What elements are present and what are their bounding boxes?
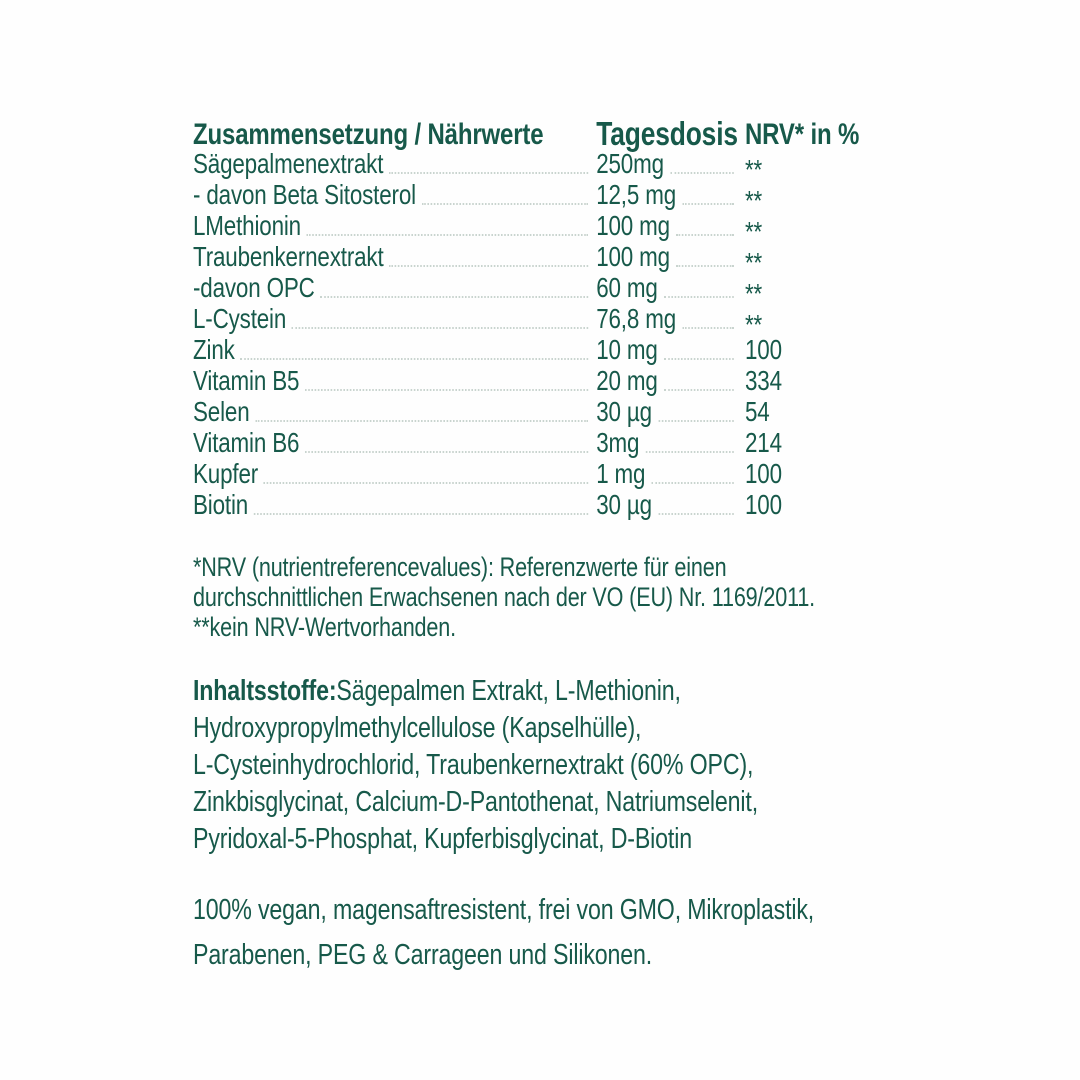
table-row (193, 148, 865, 185)
cell-nrv (745, 305, 865, 340)
nrv-value: 214 (745, 427, 782, 458)
table-row (193, 272, 865, 309)
dot-leader (682, 327, 733, 329)
nutrient-table (193, 114, 865, 522)
dose-value: 20 mg (596, 365, 658, 396)
nutrient-name: Zink (193, 334, 235, 365)
table-body (193, 150, 865, 522)
cell-nutrient (193, 305, 596, 336)
label-content (193, 114, 865, 978)
table-header-row (193, 114, 865, 150)
nutrient-name: Vitamin B6 (193, 427, 300, 458)
dot-leader (389, 172, 588, 174)
cell-nrv (745, 491, 865, 522)
table-row (193, 336, 865, 367)
table-row (193, 398, 865, 429)
ingredients-line: Hydroxypropylmethylcellulose (Kapselhülle), (193, 712, 642, 744)
dot-leader (264, 482, 589, 484)
dose-value: 30 µg (596, 489, 652, 520)
dot-leader (652, 482, 734, 484)
cell-dose (596, 274, 745, 305)
table-row (193, 460, 865, 491)
dose-value: 60 mg (596, 272, 658, 303)
footnote-line: **kein NRV-Wertvorhanden. (193, 612, 456, 642)
ingredients-line: Pyridoxal-5-Phosphat, Kupferbisglycinat, D-Biotin (193, 823, 692, 855)
dot-leader (305, 451, 588, 453)
cell-nrv (745, 398, 865, 429)
dot-leader (389, 265, 588, 267)
cell-nrv (745, 212, 865, 247)
claims-section (193, 888, 865, 978)
nutrient-name: Traubenkernextrakt (193, 241, 384, 272)
dot-leader (664, 296, 734, 298)
column-header-dose: Tagesdosis (596, 115, 738, 152)
cell-dose (596, 367, 745, 398)
nutrient-name: L-Cystein (193, 303, 287, 334)
table-row (193, 210, 865, 247)
dose-value: 100 mg (596, 210, 670, 241)
dot-leader (658, 420, 733, 422)
header-cell-dose (596, 117, 745, 150)
column-header-nrv: NRV* in % (745, 118, 860, 151)
nutrient-name: Vitamin B5 (193, 365, 300, 396)
table-row (193, 179, 865, 216)
cell-nutrient (193, 336, 596, 367)
claims-line: 100% vegan, magensaftresistent, frei von GMO, Mikroplastik, (193, 894, 815, 926)
ingredients-section (193, 673, 865, 858)
cell-nutrient (193, 150, 596, 181)
ingredients-lines (193, 710, 865, 858)
claims-line: Parabenen, PEG & Carrageen und Silikonen. (193, 939, 653, 971)
table-row (193, 367, 865, 398)
table-row (193, 241, 865, 278)
header-cell-nrv (745, 120, 865, 150)
ingredients-first-line-text: Sägepalmen Extrakt, L-Methionin, (336, 675, 681, 707)
ingredients-label: Inhaltsstoffe: (193, 675, 337, 707)
dot-leader (646, 451, 734, 453)
nutrient-name: Sägepalmenextrakt (193, 148, 384, 179)
dot-leader (240, 358, 588, 360)
dot-leader (664, 389, 734, 391)
dose-value: 3mg (596, 427, 640, 458)
cell-dose (596, 243, 745, 274)
nutrient-name: -davon OPC (193, 272, 315, 303)
cell-nutrient (193, 398, 596, 429)
nrv-value: 54 (745, 396, 770, 427)
nrv-footnote (193, 552, 865, 642)
header-cell-composition (193, 120, 596, 150)
dot-leader (254, 513, 589, 515)
cell-nrv (745, 181, 865, 216)
cell-nrv (745, 274, 865, 309)
dose-value: 12,5 mg (596, 179, 677, 210)
nutrient-name: Selen (193, 396, 250, 427)
nrv-value: 334 (745, 365, 782, 396)
footnote-line: *NRV (nutrientreferencevalues): Referenzwerte für einen (193, 552, 727, 582)
dot-leader (422, 203, 589, 205)
cell-nutrient (193, 212, 596, 243)
dot-leader (255, 420, 588, 422)
footnote-line: durchschnittlichen Erwachsenen nach der VO (EU) Nr. 1169/2011. (193, 582, 816, 612)
cell-dose (596, 398, 745, 429)
cell-nrv (745, 243, 865, 278)
cell-nutrient (193, 274, 596, 305)
dose-value: 250mg (596, 148, 664, 179)
nrv-value: 100 (745, 334, 782, 365)
table-row (193, 491, 865, 522)
nrv-value: ** (745, 154, 763, 185)
cell-nutrient (193, 367, 596, 398)
table-row (193, 429, 865, 460)
dot-leader (658, 513, 733, 515)
cell-nutrient (193, 243, 596, 274)
nutrient-name: Biotin (193, 489, 249, 520)
cell-dose (596, 305, 745, 336)
cell-dose (596, 336, 745, 367)
dot-leader (320, 296, 588, 298)
dot-leader (307, 234, 589, 236)
dot-leader (676, 234, 733, 236)
table-row (193, 303, 865, 340)
cell-nutrient (193, 181, 596, 212)
column-header-composition: Zusammensetzung / Nährwerte (193, 118, 544, 151)
nrv-value: 100 (745, 458, 782, 489)
dot-leader (670, 172, 733, 174)
nrv-value: ** (745, 309, 763, 340)
dose-value: 30 µg (596, 396, 652, 427)
nrv-value: ** (745, 185, 763, 216)
nutrient-name: - davon Beta Sitosterol (193, 179, 416, 210)
nutrient-name: Kupfer (193, 458, 259, 489)
cell-nrv (745, 150, 865, 185)
dot-leader (292, 327, 588, 329)
dose-value: 1 mg (596, 458, 646, 489)
dose-value: 76,8 mg (596, 303, 677, 334)
cell-dose (596, 429, 745, 460)
nrv-value: ** (745, 216, 763, 247)
ingredients-line: Zinkbisglycinat, Calcium-D-Pantothenat, Natriumselenit, (193, 786, 758, 818)
cell-dose (596, 150, 745, 181)
nrv-value: 100 (745, 489, 782, 520)
dose-value: 10 mg (596, 334, 658, 365)
cell-nutrient (193, 429, 596, 460)
cell-nrv (745, 336, 865, 367)
cell-dose (596, 491, 745, 522)
ingredients-first-line (193, 673, 865, 710)
cell-nutrient (193, 491, 596, 522)
nutrient-name: LMethionin (193, 210, 301, 241)
nrv-value: ** (745, 247, 763, 278)
cell-nrv (745, 367, 865, 398)
dot-leader (664, 358, 734, 360)
dot-leader (682, 203, 733, 205)
cell-nrv (745, 429, 865, 460)
dot-leader (305, 389, 588, 391)
cell-dose (596, 460, 745, 491)
dot-leader (676, 265, 733, 267)
nrv-value: ** (745, 278, 763, 309)
ingredients-line: L-Cysteinhydrochlorid, Traubenkernextrakt (60% OPC), (193, 749, 754, 781)
cell-dose (596, 212, 745, 243)
dose-value: 100 mg (596, 241, 670, 272)
cell-dose (596, 181, 745, 212)
cell-nutrient (193, 460, 596, 491)
cell-nrv (745, 460, 865, 491)
